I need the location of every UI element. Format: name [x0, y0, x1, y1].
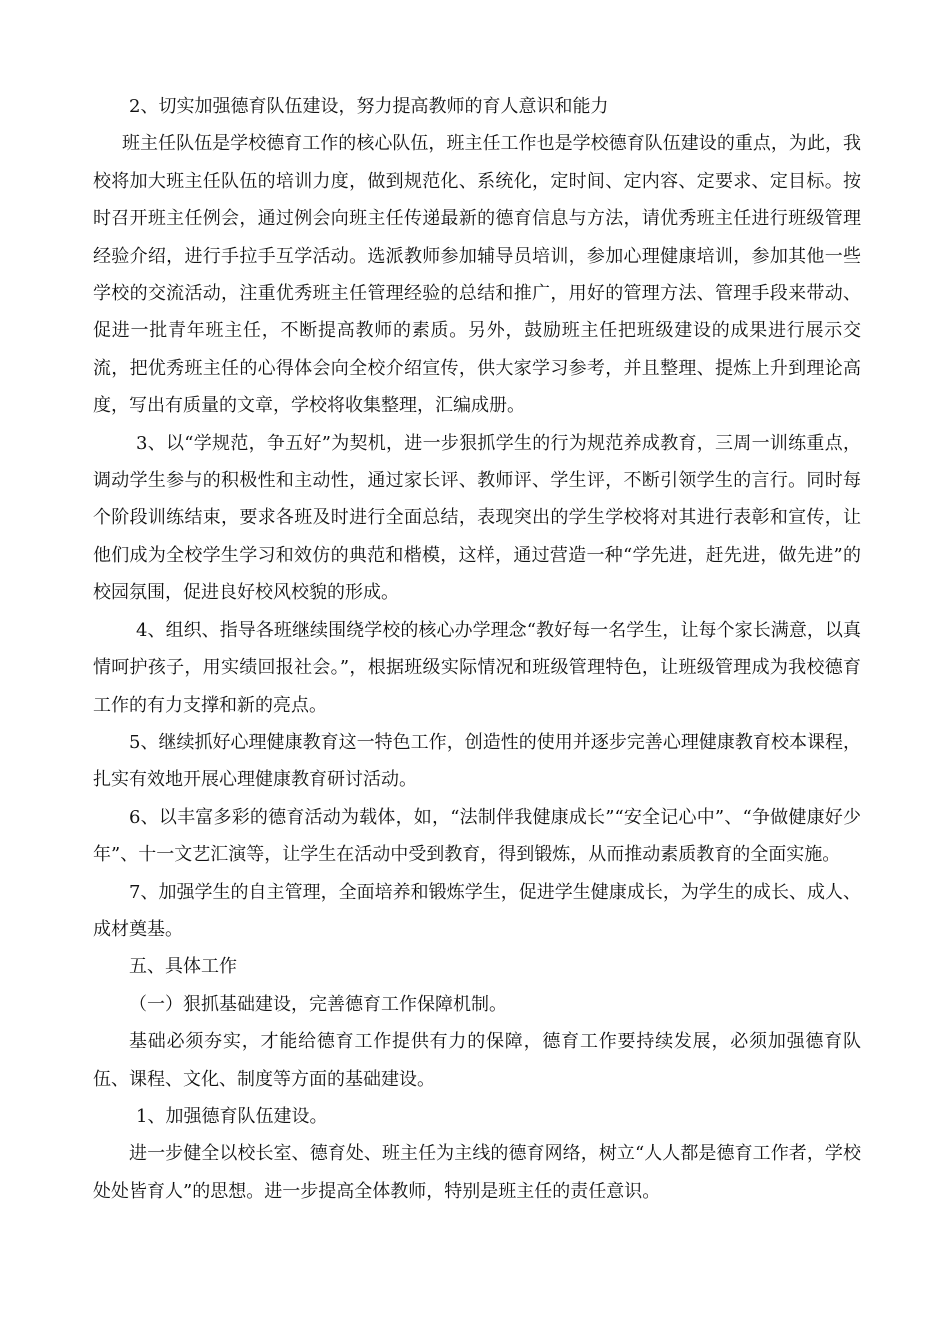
section-heading-2: 2、切实加强德育队伍建设，努力提高教师的育人意识和能力 [129, 96, 609, 117]
subheading-team-building: 1、加强德育队伍建设。 [136, 1105, 328, 1127]
paragraph-item-7: 7、加强学生的自主管理，全面培养和锻炼学生，促进学生健康成长，为学生的成长、成人、成材奠基。 [93, 881, 861, 940]
subsection-heading-one: （一）狠抓基础建设，完善德育工作保障机制。 [129, 993, 507, 1015]
paragraph-network: 进一步健全以校长室、德育处、班主任为主线的德育网络，树立“人人都是德育工作者，学校处处皆育人”的思想。进一步提高全体教师，特别是班主任的责任意识。 [93, 1143, 861, 1202]
paragraph-item-5: 5、继续抓好心理健康教育这一特色工作，创造性的使用并逐步完善心理健康教育校本课程，扎实有效地开展心理健康教育研讨活动。 [93, 731, 861, 791]
paragraph-item-4: 4、组织、指导各班继续围绕学校的核心办学理念“教好每一名学生，让每个家长满意，以真情呵护孩子，用实绩回报社会。”，根据班级实际情况和班级管理特色，让班级管理成为我校德育工作的有力支撑和新的亮点。 [93, 619, 861, 716]
paragraph-head-teacher-team: 班主任队伍是学校德育工作的核心队伍，班主任工作也是学校德育队伍建设的重点，为此，我校将加大班主任队伍的培训力度，做到规范化、系统化，定时间、定内容、定要求、定目标。按时召开班主任例会，通过例会向班主任传递最新的德育信息与方法，请优秀班主任进行班级管理经验介绍，进行手拉手互学活动。选派教师参加辅导员培训，参加心理健康培训，参加其他一些学校的交流活动，注重优秀班主任管理经验的总结和推广，用好的管理方法、管理手段来带动、促进一批青年班主任，不断提高教师的素质。另外，鼓励班主任把班级建设的成果进行展示交流，把优秀班主任的心得体会向全校介绍宣传，供大家学习参考，并且整理、提炼上升到理论高度，写出有质量的文章，学校将收集整理，汇编成册。 [93, 133, 861, 417]
paragraph-item-3: 3、以“学规范，争五好”为契机，进一步狠抓学生的行为规范养成教育，三周一训练重点，调动学生参与的积极性和主动性，通过家长评、教师评、学生评，不断引领学生的言行。同时每个阶段训练结束，要求各班及时进行全面总结，表现突出的学生学校将对其进行表彰和宣传，让他们成为全校学生学习和效仿的典范和楷模，这样，通过营造一种“学先进，赶先进，做先进”的校园氛围，促进良好校风校貌的形成。 [93, 432, 861, 604]
section-heading-five: 五、具体工作 [129, 956, 237, 978]
document-page [93, 88, 861, 1210]
paragraph-item-6: 6、以丰富多彩的德育活动为载体，如，“法制伴我健康成长”“安全记心中”、“争做健康好少年”、十一文艺汇演等，让学生在活动中受到教育，得到锻炼，从而推动素质教育的全面实施。 [93, 806, 861, 866]
paragraph-foundation: 基础必须夯实，才能给德育工作提供有力的保障，德育工作要持续发展，必须加强德育队伍、课程、文化、制度等方面的基础建设。 [93, 1031, 861, 1090]
